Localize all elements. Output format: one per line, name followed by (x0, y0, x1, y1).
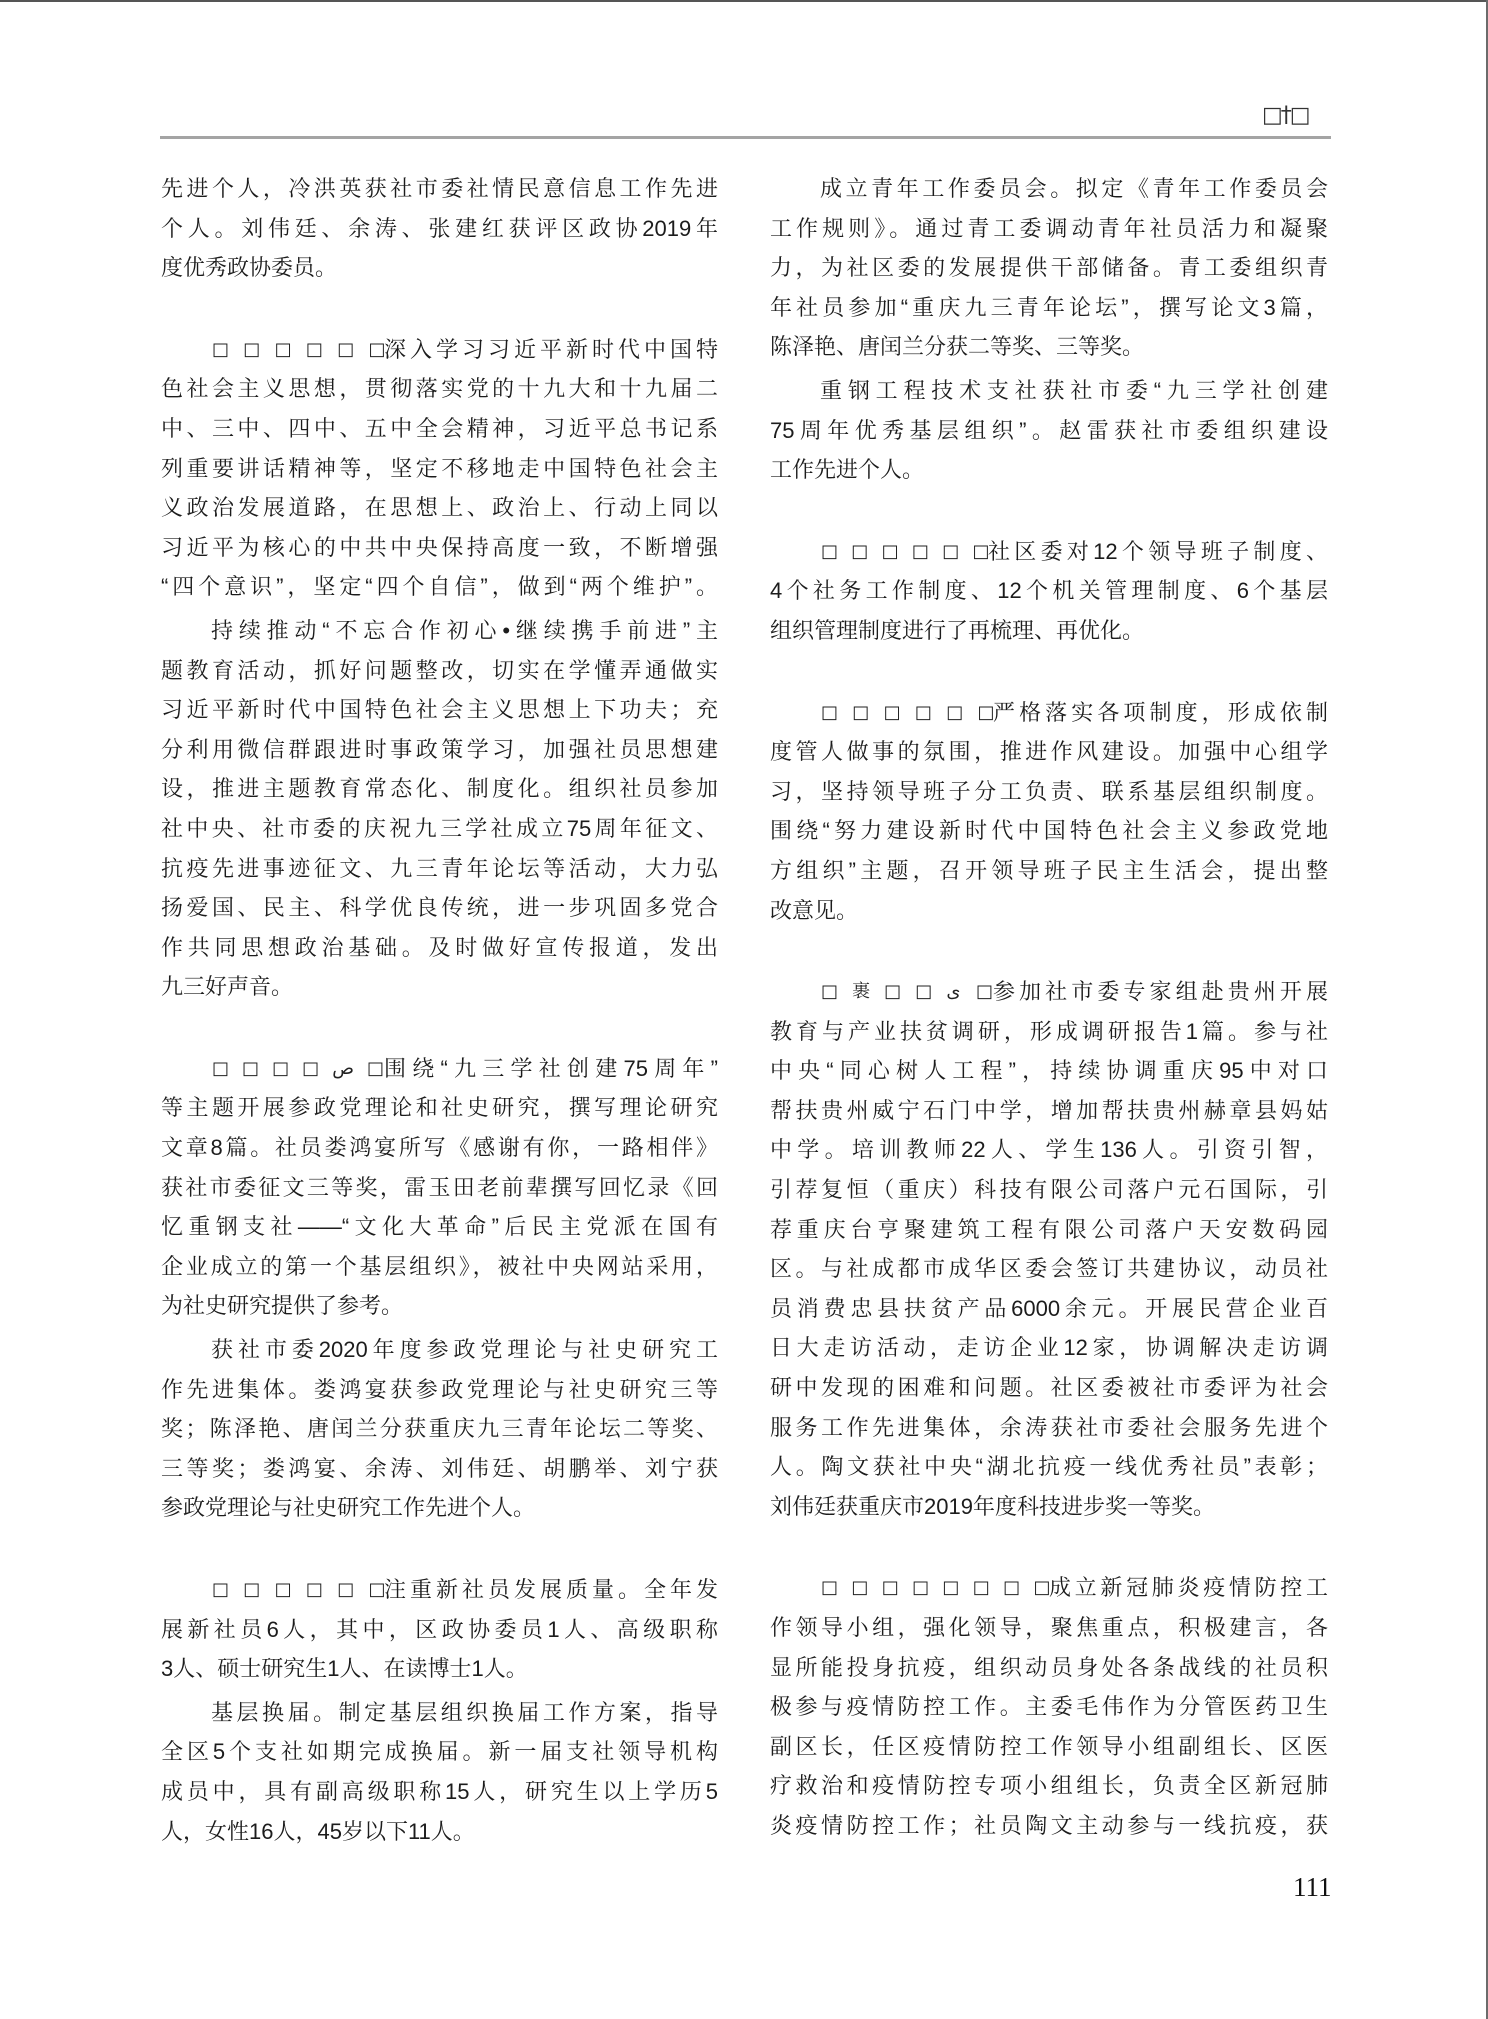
heading-line (770, 1568, 1328, 1608)
text-line: 获社市委征文三等奖，雷玉田老前辈撰写回忆录《回 (161, 1174, 718, 1200)
text-line: 方组织”主题，召开领导班子民主生活会，提出整 (770, 857, 1328, 883)
text-line: 获社市委2020年度参政党理论与社史研究工 (211, 1337, 718, 1363)
text-line: 展新社员6人，其中，区政协委员1人、高级职称 (161, 1616, 718, 1642)
text-line: 九三好声音。 (161, 974, 294, 1000)
text-line: 度管人做事的氛围，推进作风建设。加强中心组学 (770, 739, 1328, 765)
report-section (161, 1570, 718, 1851)
paragraph (770, 693, 1328, 931)
text-line: 副区长，任区疫情防控工作领导小组副组长、区医 (770, 1733, 1328, 1759)
text-line: 文章8篇。社员娄鸿宴所写《感谢有你，一路相伴》 (161, 1135, 718, 1161)
text-line: 帮扶贵州威宁石门中学，增加帮扶贵州赫章县妈姑 (770, 1097, 1328, 1123)
paragraph (770, 169, 1328, 367)
scan-top-edge (0, 0, 1488, 2)
text-line: 员消费忠县扶贫产品6000余元。开展民营企业百 (770, 1295, 1328, 1321)
text-line: 社区委对12个领导班子制度、 (988, 538, 1328, 564)
heading-line (770, 693, 1328, 733)
paragraph (161, 330, 718, 607)
report-section (770, 693, 1328, 931)
text-line: 日大走访活动，走访企业12家，协调解决走访调 (770, 1335, 1328, 1361)
text-line: 刘伟廷获重庆市2019年度科技进步奖一等奖。 (770, 1493, 1215, 1519)
text-line: 工作规则》。通过青工委调动青年社员活力和凝聚 (770, 215, 1328, 241)
text-line: 基层换届。制定基层组织换届工作方案，指导 (211, 1699, 718, 1725)
report-section (770, 1568, 1328, 1845)
text-line: 作共同思想政治基础。及时做好宣传报道，发出 (161, 934, 718, 960)
text-line: 习近平为核心的中共中央保持高度一致，不断增强 (161, 534, 718, 560)
report-section (770, 972, 1328, 1526)
text-line: 严格落实各项制度，形成依制 (993, 699, 1328, 725)
text-line: 色社会主义思想，贯彻落实党的十九大和十九届二 (161, 376, 718, 402)
heading-line (161, 330, 718, 370)
text-line: 成立青年工作委员会。拟定《青年工作委员会 (820, 176, 1328, 201)
text-line: 4个社务工作制度、12个机关管理制度、6个基层 (770, 578, 1328, 604)
text-line: 习，坚持领导班子分工负责、联系基层组织制度。 (770, 778, 1328, 804)
text-line: 教育与产业扶贫调研，形成调研报告1篇。参与社 (770, 1018, 1328, 1044)
text-line: 奖；陈泽艳、唐闰兰分获重庆九三青年论坛二等奖、 (161, 1416, 718, 1442)
text-line: 年社员参加“重庆九三青年论坛”，撰写论文3篇， (770, 294, 1328, 320)
text-line: 列重要讲话精神等，坚定不移地走中国特色社会主 (161, 455, 718, 481)
header-rule (160, 136, 1331, 139)
text-line: 度优秀政协委员。 (161, 255, 338, 281)
continued-section (161, 169, 718, 288)
text-line: 服务工作先进集体，余涛获社市委社会服务先进个 (770, 1414, 1328, 1440)
heading-line (770, 532, 1328, 572)
text-line: 先进个人，冷洪英获社市委社情民意信息工作先进 (161, 176, 718, 201)
section-heading: □□□□□□ (212, 338, 384, 360)
continued-section (770, 169, 1328, 490)
text-line: 中央“同心树人工程”，持续协调重庆95中对口 (770, 1058, 1328, 1084)
text-line: 工作先进个人。 (770, 457, 925, 483)
text-line: 3人、硕士研究生1人、在读博士1人。 (161, 1656, 528, 1682)
text-line: 企业成立的第一个基层组织》，被社中央网站采用， (161, 1253, 718, 1279)
report-section (770, 532, 1328, 651)
text-line: 人，女性16人，45岁以下11人。 (161, 1818, 475, 1844)
text-line: 社中央、社市委的庆祝九三学社成立75周年征文、 (161, 815, 718, 841)
paragraph (161, 1049, 718, 1326)
text-line: 持续推动“不忘合作初心•继续携手前进”主 (211, 617, 718, 643)
section-heading: □□□□□□ (821, 540, 988, 562)
text-line: 重钢工程技术支社获社市委“九三学社创建 (820, 377, 1328, 403)
paragraph (161, 1330, 718, 1528)
page-number: 111 (1293, 1872, 1332, 1902)
text-line: 忆重钢支社——“文化大革命”后民主党派在国有 (161, 1214, 718, 1240)
text-line: 为社史研究提供了参考。 (161, 1293, 404, 1319)
text-line: 注重新社员发展质量。全年发 (384, 1577, 718, 1602)
text-line: 改意见。 (770, 897, 859, 923)
text-line: 习近平新时代中国特色社会主义思想上下功夫；充 (161, 697, 718, 723)
text-line: 题教育活动，抓好问题整改，切实在学懂弄通做实 (161, 657, 718, 683)
section-heading: □□□□□□ (821, 701, 993, 723)
text-line: 人。陶文获社中央“湖北抗疫一线优秀社员”表彰； (770, 1454, 1328, 1480)
text-line: 荐重庆台亨聚建筑工程有限公司落户天安数码园 (770, 1216, 1328, 1242)
text-line: 围绕“九三学社创建75周年” (384, 1055, 718, 1081)
paragraph (161, 169, 718, 288)
text-line: 陈泽艳、唐闰兰分获二等奖、三等奖。 (770, 334, 1145, 360)
text-line: 扬爱国、民主、科学优良传统，进一步巩固多党合 (161, 895, 718, 921)
paragraph (161, 1570, 718, 1689)
paragraph (770, 972, 1328, 1526)
text-line: “四个意识”，坚定“四个自信”，做到“两个维护”。 (161, 574, 718, 600)
text-line: 全区5个支社如期完成换届。新一届支社领导机构 (161, 1739, 718, 1765)
text-line: 义政治发展道路，在思想上、政治上、行动上同以 (161, 495, 718, 521)
text-line: 中学。培训教师22人、学生136人。引资引智， (770, 1137, 1328, 1163)
text-line: 作领导小组，强化领导，聚焦重点，积极建言，各 (770, 1615, 1328, 1640)
report-section (161, 330, 718, 1007)
text-line: 抗疫先进事迹征文、九三青年论坛等活动，大力弘 (161, 855, 718, 881)
text-line: 区。与社成都市成华区委会签订共建协议，动员社 (770, 1256, 1328, 1282)
paragraph (161, 1693, 718, 1851)
text-line: 中、三中、四中、五中全会精神，习近平总书记系 (161, 415, 718, 441)
report-section (161, 1049, 718, 1528)
text-line: 三等奖；娄鸿宴、余涛、刘伟廷、胡鹏举、刘宁获 (161, 1455, 718, 1481)
heading-line (770, 972, 1328, 1012)
text-line: 75周年优秀基层组织”。赵雷获社市委组织建设 (770, 417, 1328, 443)
text-line: 成立新冠肺炎疫情防控工 (1049, 1575, 1328, 1601)
text-line: 成员中，具有副高级职称15人，研究生以上学历5 (161, 1778, 718, 1804)
text-line: 参加社市委专家组赴贵州开展 (993, 979, 1328, 1005)
section-heading: □□□□□□□□ (821, 1577, 1049, 1599)
heading-line (161, 1049, 718, 1089)
text-line: 分利用微信群跟进时事政策学习，加强社员思想建 (161, 736, 718, 762)
section-heading: □□□□□□ (212, 1579, 384, 1600)
text-line: 炎疫情防控工作；社员陶文主动参与一线抗疫，获 (770, 1812, 1328, 1838)
text-line: 参政党理论与社史研究工作先进个人。 (161, 1495, 536, 1521)
right-column (770, 169, 1328, 1846)
text-line: 引荐复恒（重庆）科技有限公司落户元石国际，引 (770, 1177, 1328, 1203)
text-line: 设，推进主题教育常态化、制度化。组织社员参加 (161, 776, 718, 802)
section-heading: □裹□□ى□ (821, 981, 993, 1003)
section-heading: □□□□ص□ (212, 1057, 384, 1079)
text-line: 显所能投身抗疫，组织动员身处各条战线的社员积 (770, 1654, 1328, 1680)
paragraph (770, 1568, 1328, 1845)
paragraph (770, 371, 1328, 490)
text-line: 个人。刘伟廷、余涛、张建红获评区政协2019年 (161, 215, 718, 241)
text-line: 深入学习习近平新时代中国特 (384, 336, 718, 362)
text-line: 作先进集体。娄鸿宴获参政党理论与社史研究三等 (161, 1376, 718, 1402)
text-line: 极参与疫情防控工作。主委毛伟作为分管医药卫生 (770, 1694, 1328, 1720)
text-line: 围绕“努力建设新时代中国特色社会主义参政党地 (770, 818, 1328, 844)
text-line: 研中发现的困难和问题。社区委被社市委评为社会 (770, 1375, 1328, 1401)
heading-line (161, 1570, 718, 1610)
running-header-title: □†□ (1262, 103, 1309, 128)
left-column (161, 169, 718, 1851)
paragraph (770, 532, 1328, 651)
text-line: 力，为社区委的发展提供干部储备。青工委组织青 (770, 255, 1328, 281)
text-line: 组织管理制度进行了再梳理、再优化。 (770, 617, 1145, 643)
text-line: 等主题开展参政党理论和社史研究，撰写理论研究 (161, 1095, 718, 1121)
text-line: 疗救治和疫情防控专项小组组长，负责全区新冠肺 (770, 1773, 1328, 1799)
paragraph (161, 611, 718, 1007)
